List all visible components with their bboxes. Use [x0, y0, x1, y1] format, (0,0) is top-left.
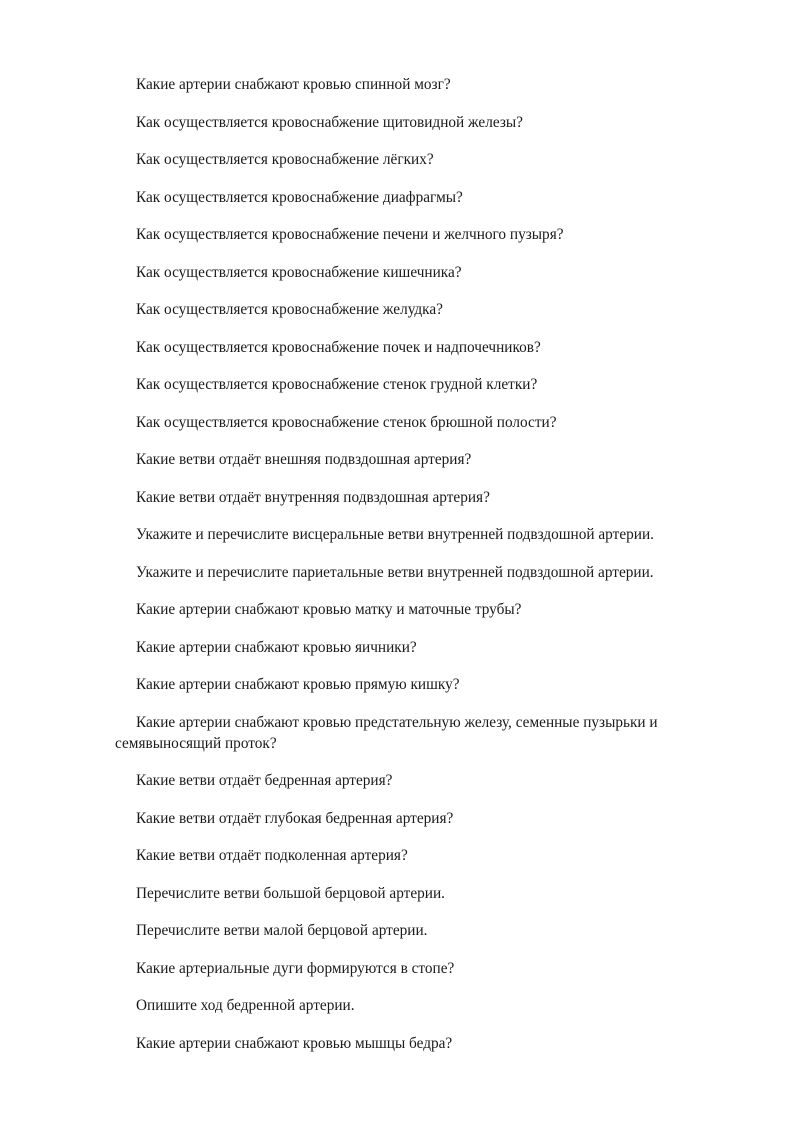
question-item: Какие артерии снабжают кровью спинной мозг?: [136, 76, 451, 93]
question-item: Как осуществляется кровоснабжение почек и надпочечников?: [136, 338, 541, 356]
question-item: Опишите ход бедренной артерии.: [136, 997, 355, 1014]
question-item: Какие ветви отдаёт внешняя подвздошная артерия?: [136, 451, 472, 468]
question-item: Как осуществляется кровоснабжение лёгких?: [136, 151, 434, 168]
question-item: Какие артерии снабжают кровью мышцы бедра?: [136, 1034, 453, 1052]
question-item: Как осуществляется кровоснабжение стенок грудной клетки?: [136, 376, 538, 393]
question-item: Какие артерии снабжают кровью матку и маточные трубы?: [136, 601, 522, 618]
question-item: Как осуществляется кровоснабжение щитовидной железы?: [136, 113, 523, 131]
question-item: Какие ветви отдаёт внутренняя подвздошная артерия?: [136, 488, 490, 506]
question-item: Какие артерии снабжают кровью прямую кишку?: [136, 676, 460, 693]
question-item: Какие ветви отдаёт глубокая бедренная артерия?: [136, 809, 454, 827]
question-item: Какие ветви отдаёт подколенная артерия?: [136, 847, 408, 864]
question-item: Какие артериальные дуги формируются в стопе?: [136, 959, 455, 977]
question-item: Перечислите ветви малой берцовой артерии.: [136, 922, 428, 939]
question-item: Укажите и перечислите париетальные ветви внутренней подвздошной артерии.: [136, 563, 654, 581]
question-item: Как осуществляется кровоснабжение диафрагмы?: [136, 188, 463, 206]
question-item: Укажите и перечислите висцеральные ветви внутренней подвздошной артерии.: [136, 526, 654, 543]
question-item: Перечислите ветви большой берцовой артерии.: [136, 884, 445, 902]
question-item: Как осуществляется кровоснабжение печени и желчного пузыря?: [136, 226, 564, 243]
question-item: Как осуществляется кровоснабжение кишечника?: [136, 263, 462, 281]
question-item: Какие артерии снабжают кровью яичники?: [136, 638, 417, 656]
question-item: Как осуществляется кровоснабжение стенок брюшной полости?: [136, 413, 557, 431]
question-item: Какие артерии снабжают кровью предстательную железу, семенные пузырьки и семявыносящий проток?: [115, 713, 658, 752]
question-item: Какие ветви отдаёт бедренная артерия?: [136, 772, 393, 789]
question-list: [115, 74, 700, 1070]
question-item: Как осуществляется кровоснабжение желудка?: [136, 301, 443, 318]
